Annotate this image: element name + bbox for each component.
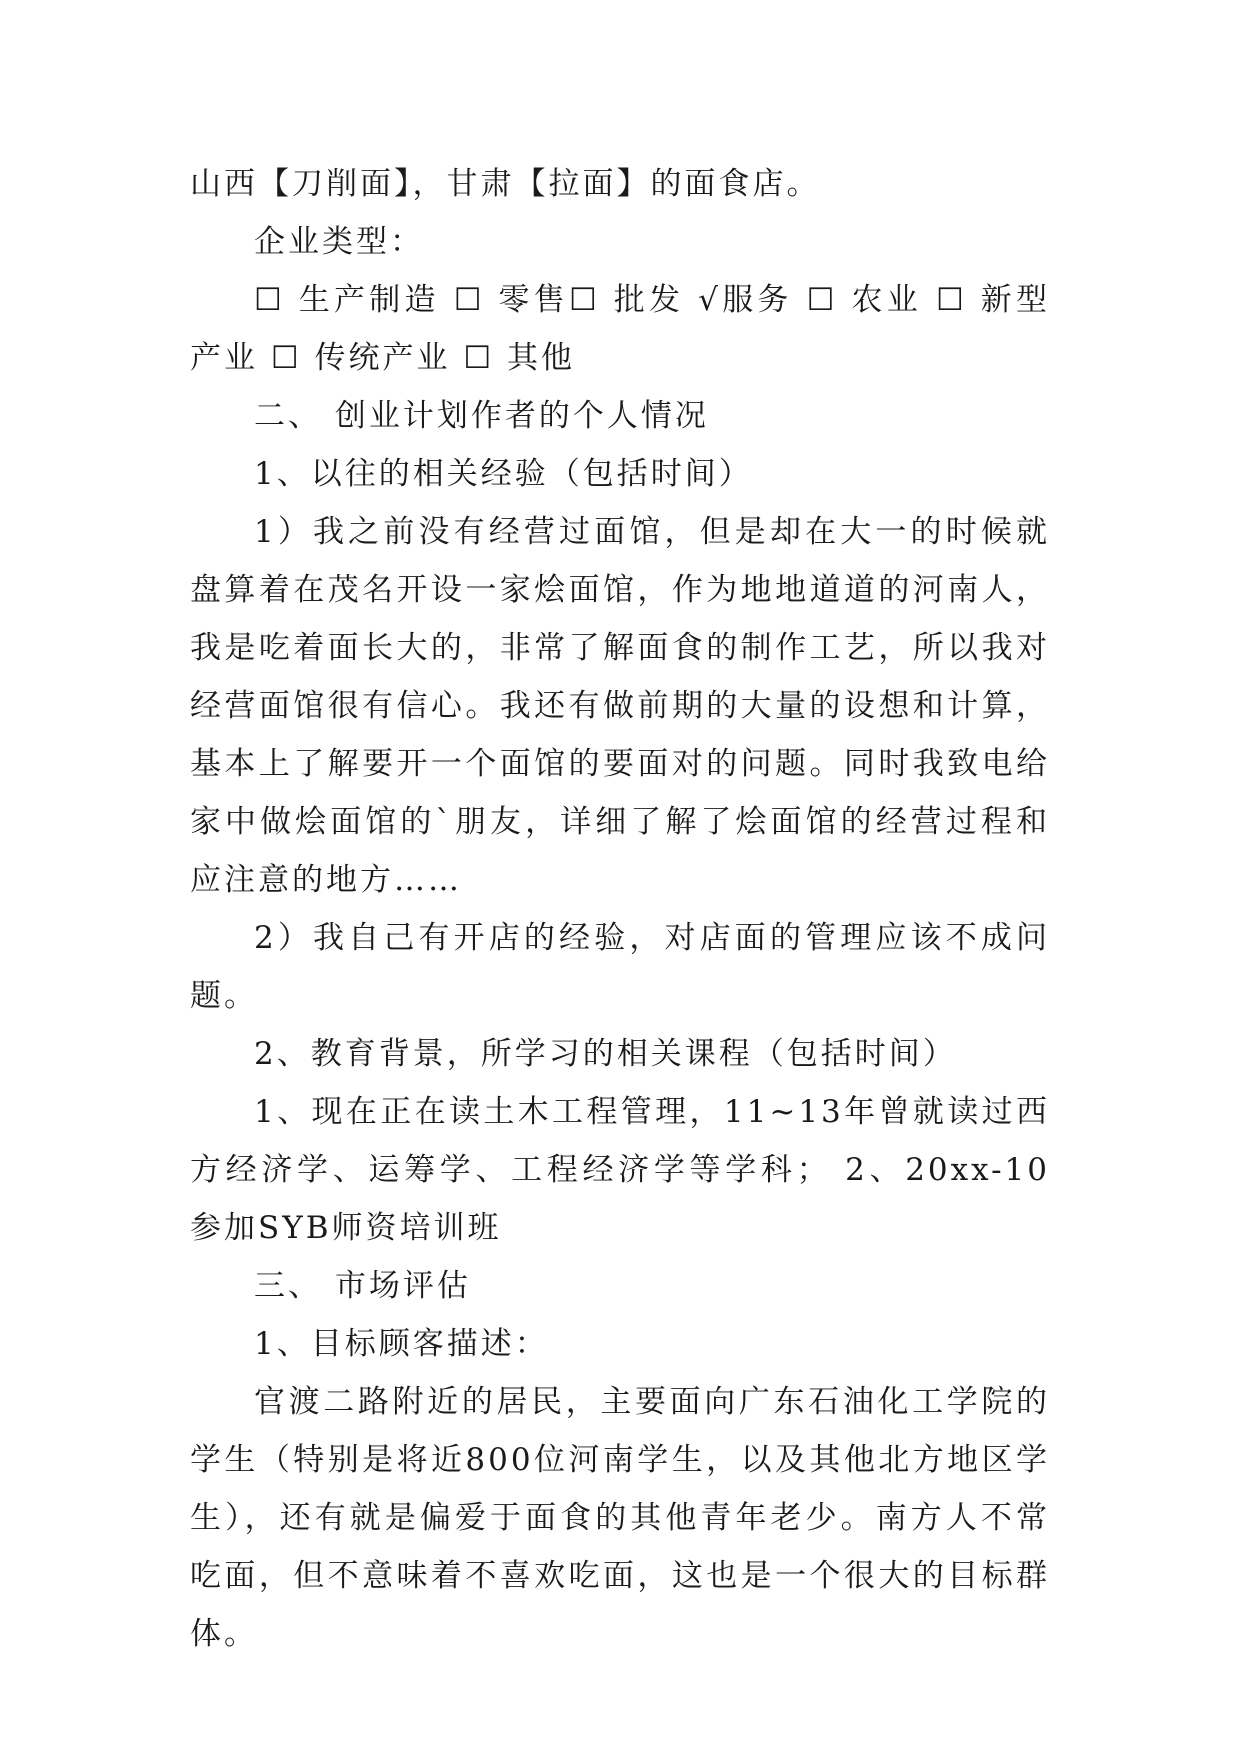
paragraph-enterprise-type-options: ☐ 生产制造 ☐ 零售☐ 批发 √服务 ☐ 农业 ☐ 新型产业 ☐ 传统产业 ☐ 其他 <box>190 282 1050 376</box>
paragraph-target-customers: 官渡二路附近的居民，主要面向广东石油化工学院的学生（特别是将近800位河南学生，以及其他北方地区学生），还有就是偏爱于面食的其他青年老少。南方人不常吃面，但不意味着不喜欢吃面，这也是一个很大的目标群体。 <box>190 1384 1050 1652</box>
paragraph-enterprise-type-label: 企业类型： <box>254 224 424 260</box>
heading-education: 2、教育背景，所学习的相关课程（包括时间） <box>254 1036 957 1072</box>
paragraph-intro-end: 山西【刀削面】，甘肃【拉面】的面食店。 <box>190 166 821 202</box>
paragraph-experience-1: 1）我之前没有经营过面馆，但是却在大一的时候就盘算着在茂名开设一家烩面馆，作为地地道道的河南人，我是吃着面长大的，非常了解面食的制作工艺，所以我对经营面馆很有信心。我还有做前期的大量的设想和计算，基本上了解要开一个面馆的要面对的问题。同时我致电给家中做烩面馆的`朋友，详细了解了烩面馆的经营过程和应注意的地方…… <box>190 514 1050 898</box>
heading-experience: 1、以往的相关经验（包括时间） <box>254 456 753 492</box>
heading-target-customers: 1、目标顾客描述： <box>254 1326 549 1362</box>
paragraph-education: 1、现在正在读土木工程管理，11~13年曾就读过西方经济学、运筹学、工程经济学等学科； 2、20xx-10 参加SYB师资培训班 <box>190 1094 1050 1246</box>
paragraph-experience-2: 2）我自己有开店的经验，对店面的管理应该不成问题。 <box>190 920 1050 1014</box>
heading-section-2: 二、 创业计划作者的个人情况 <box>254 398 709 434</box>
heading-section-3: 三、 市场评估 <box>254 1268 471 1304</box>
document-page <box>190 155 1050 1663</box>
